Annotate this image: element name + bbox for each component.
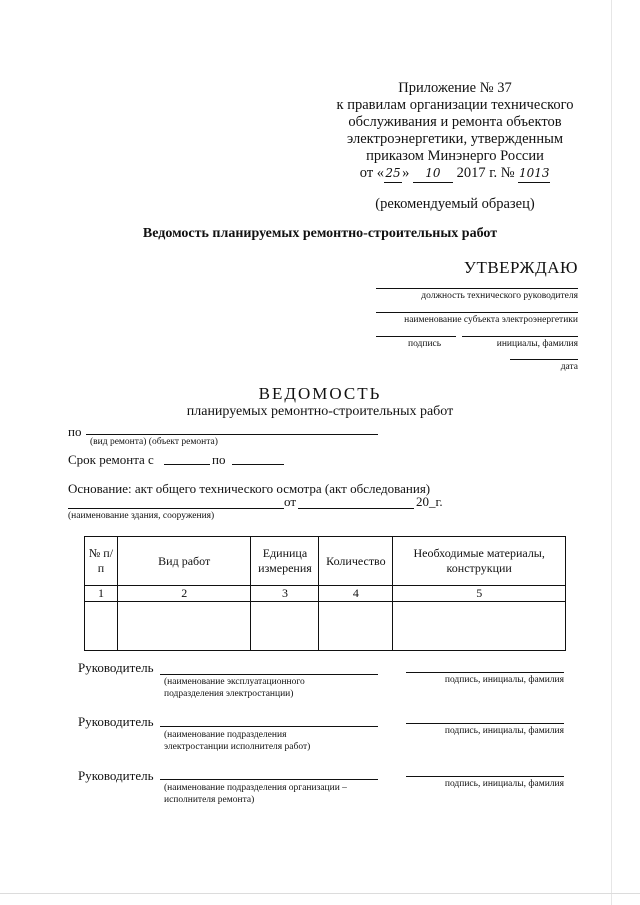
appendix-line-1: Приложение № 37 (398, 80, 512, 96)
basis-label: Основание: акт общего технического осмотра (акт обследования) (68, 481, 431, 496)
repair-term-to-label: по (212, 452, 226, 467)
table-cell (393, 602, 566, 651)
approval-subject-caption: наименование субъекта электроэнергетики (404, 315, 578, 325)
handwritten-day: 25 (384, 165, 402, 183)
approval-signature-caption: подпись (408, 339, 442, 349)
column-unit-header: Единица измерения (251, 537, 319, 586)
approval-subject-line (376, 312, 578, 313)
table-cell (251, 602, 319, 651)
building-line (68, 508, 284, 509)
repair-type-label: по (68, 424, 82, 439)
column-quantity-index: 4 (319, 586, 393, 602)
date-quote: » (402, 165, 410, 181)
basis-year-suffix: 20_г. (416, 494, 443, 509)
table-cell (319, 602, 393, 651)
handwritten-month: 10 (413, 165, 453, 183)
table-cell (117, 602, 251, 651)
repair-type-line (86, 434, 378, 435)
scan-bottom-edge (0, 893, 640, 894)
sample-note: (рекомендуемый образец) (375, 196, 535, 212)
approval-name-line (462, 336, 578, 337)
table-header-row (85, 537, 566, 586)
signature-unit-caption-2: исполнителя ремонта) (164, 795, 255, 805)
signature-name-caption: подпись, инициалы, фамилия (444, 779, 564, 789)
appendix-line-4: электроэнергетики, утвержденным (347, 131, 563, 147)
works-table (84, 536, 566, 651)
signature-name-caption: подпись, инициалы, фамилия (444, 675, 564, 685)
signature-unit-line (160, 726, 378, 727)
approval-position-line (376, 288, 578, 289)
table-row (85, 602, 566, 651)
column-quantity-header: Количество (319, 537, 393, 586)
approval-title: УТВЕРЖДАЮ (463, 258, 578, 277)
building-caption: (наименование здания, сооружения) (68, 511, 215, 521)
repair-term-to-line (232, 464, 284, 465)
signature-name-line (406, 672, 564, 673)
appendix-line-3: обслуживания и ремонта объектов (348, 114, 562, 130)
approval-date-line (510, 359, 578, 360)
signature-name-line (406, 776, 564, 777)
appendix-line-5: приказом Минэнерго России (366, 148, 544, 164)
signature-label: Руководитель (78, 660, 154, 675)
signature-unit-caption-1: (наименование подразделения (164, 730, 287, 740)
appendix-block (318, 80, 592, 182)
basis-from-label: от (284, 494, 297, 509)
scan-edge (611, 0, 640, 905)
signature-unit-caption-2: подразделения электростанции) (164, 689, 294, 699)
column-number-header: № п/п (85, 537, 118, 586)
date-prefix: от « (359, 165, 385, 181)
appendix-date-line (318, 165, 592, 182)
appendix-line-2: к правилам организации технического (336, 97, 574, 113)
date-year-text: 2017 г. № (456, 165, 515, 181)
approval-name-caption: инициалы, фамилия (496, 339, 578, 349)
approval-position-caption: должность технического руководителя (421, 291, 578, 301)
column-unit-index: 3 (251, 586, 319, 602)
column-work-type-header: Вид работ (117, 537, 251, 586)
handwritten-number: 1013 (518, 165, 550, 183)
approval-signature-line (376, 336, 456, 337)
signature-unit-caption-2: электростанции исполнителя работ) (164, 742, 311, 752)
signature-unit-line (160, 674, 378, 675)
column-work-type-index: 2 (117, 586, 251, 602)
document-title: Ведомость планируемых ремонтно-строительных работ (142, 226, 498, 241)
table-cell (85, 602, 118, 651)
repair-term-label: Срок ремонта с (68, 452, 154, 467)
approval-date-caption: дата (560, 362, 578, 372)
column-number-index: 1 (85, 586, 118, 602)
column-materials-header: Необходимые материалы, конструкции (393, 537, 566, 586)
table-number-row (85, 586, 566, 602)
signature-name-line (406, 723, 564, 724)
signature-name-caption: подпись, инициалы, фамилия (444, 726, 564, 736)
repair-term-from-line (164, 464, 210, 465)
statement-title: ВЕДОМОСТЬ (258, 384, 382, 403)
statement-subtitle: планируемых ремонтно-строительных работ (186, 404, 454, 419)
signature-label: Руководитель (78, 768, 154, 783)
basis-date-line (298, 508, 414, 509)
signature-label: Руководитель (78, 714, 154, 729)
signature-unit-caption-1: (наименование эксплуатационного (164, 677, 305, 687)
repair-type-caption: (вид ремонта) (объект ремонта) (90, 437, 218, 447)
signature-unit-caption-1: (наименование подразделения организации – (164, 783, 347, 793)
signature-unit-line (160, 779, 378, 780)
column-materials-index: 5 (393, 586, 566, 602)
